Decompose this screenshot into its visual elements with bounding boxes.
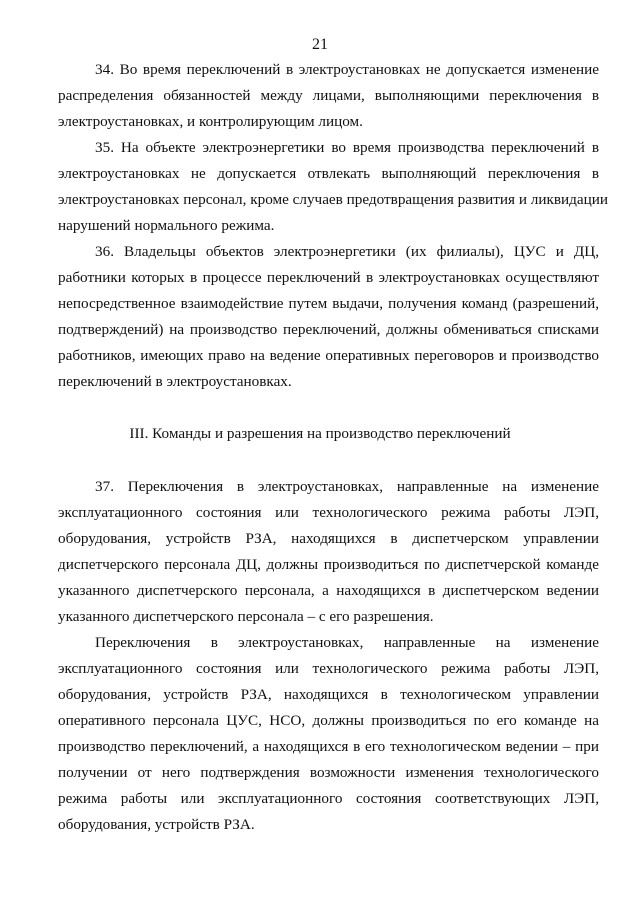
paragraph-35-line: нарушений нормального режима. [58,217,275,234]
paragraph-34-line: 34. Во время переключений в электроустановках не допускается изменение [95,61,599,78]
paragraph-37-continued-line: получении от него подтверждения возможности изменения технологического [58,764,599,781]
paragraph-37-continued-line: оборудования, устройств РЗА, находящихся в технологическом управлении [58,686,599,703]
paragraph-37-continued-line: производство переключений, а находящихся в его технологическом ведении – при [58,738,599,755]
paragraph-37-line: диспетчерского персонала ДЦ, должны производиться по диспетчерской команде [58,556,599,573]
section-heading: III. Команды и разрешения на производство переключений [129,425,511,442]
paragraph-36-line: работников, имеющих право на ведение оперативных переговоров и производство [58,347,599,364]
paragraph-36-line: работники которых в процессе переключений в электроустановках осуществляют [58,269,599,286]
paragraph-34-line: распределения обязанностей между лицами, выполняющими переключения в [58,87,599,104]
paragraph-35-line: электроустановках не допускается отвлекать выполняющий переключения в [58,165,599,182]
paragraph-37-line: 37. Переключения в электроустановках, направленные на изменение [95,478,599,495]
paragraph-36-line: 36. Владельцы объектов электроэнергетики (их филиалы), ЦУС и ДЦ, [95,243,599,260]
paragraph-37-line: эксплуатационного состояния или технологического режима работы ЛЭП, [58,504,599,521]
paragraph-36-line: переключений в электроустановках. [58,373,292,390]
paragraph-36-line: подтверждений) на производство переключений, должны обмениваться списками [58,321,599,338]
paragraph-37-continued-line: режима работы или эксплуатационного состояния соответствующих ЛЭП, [58,790,599,807]
paragraph-37-continued-line: эксплуатационного состояния или технологического режима работы ЛЭП, [58,660,599,677]
paragraph-35-line: электроустановках персонал, кроме случаев предотвращения развития и ликвидации [58,191,608,208]
page-number: 21 [312,36,328,53]
paragraph-37-continued-line: оборудования, устройств РЗА. [58,816,255,833]
paragraph-37-continued-line: Переключения в электроустановках, направленные на изменение [95,634,599,651]
paragraph-36-line: непосредственное взаимодействие путем выдачи, получения команд (разрешений, [58,295,599,312]
paragraph-37-line: указанного диспетчерского персонала, а находящихся в диспетчерском ведении [58,582,599,599]
paragraph-37-line: указанного диспетчерского персонала – с его разрешения. [58,608,434,625]
paragraph-34-line: электроустановках, и контролирующим лицом. [58,113,363,130]
paragraph-37-continued-line: оперативного персонала ЦУС, НСО, должны производиться по его команде на [58,712,599,729]
paragraph-35-line: 35. На объекте электроэнергетики во время производства переключений в [95,139,599,156]
paragraph-37-line: оборудования, устройств РЗА, находящихся в диспетчерском управлении [58,530,599,547]
